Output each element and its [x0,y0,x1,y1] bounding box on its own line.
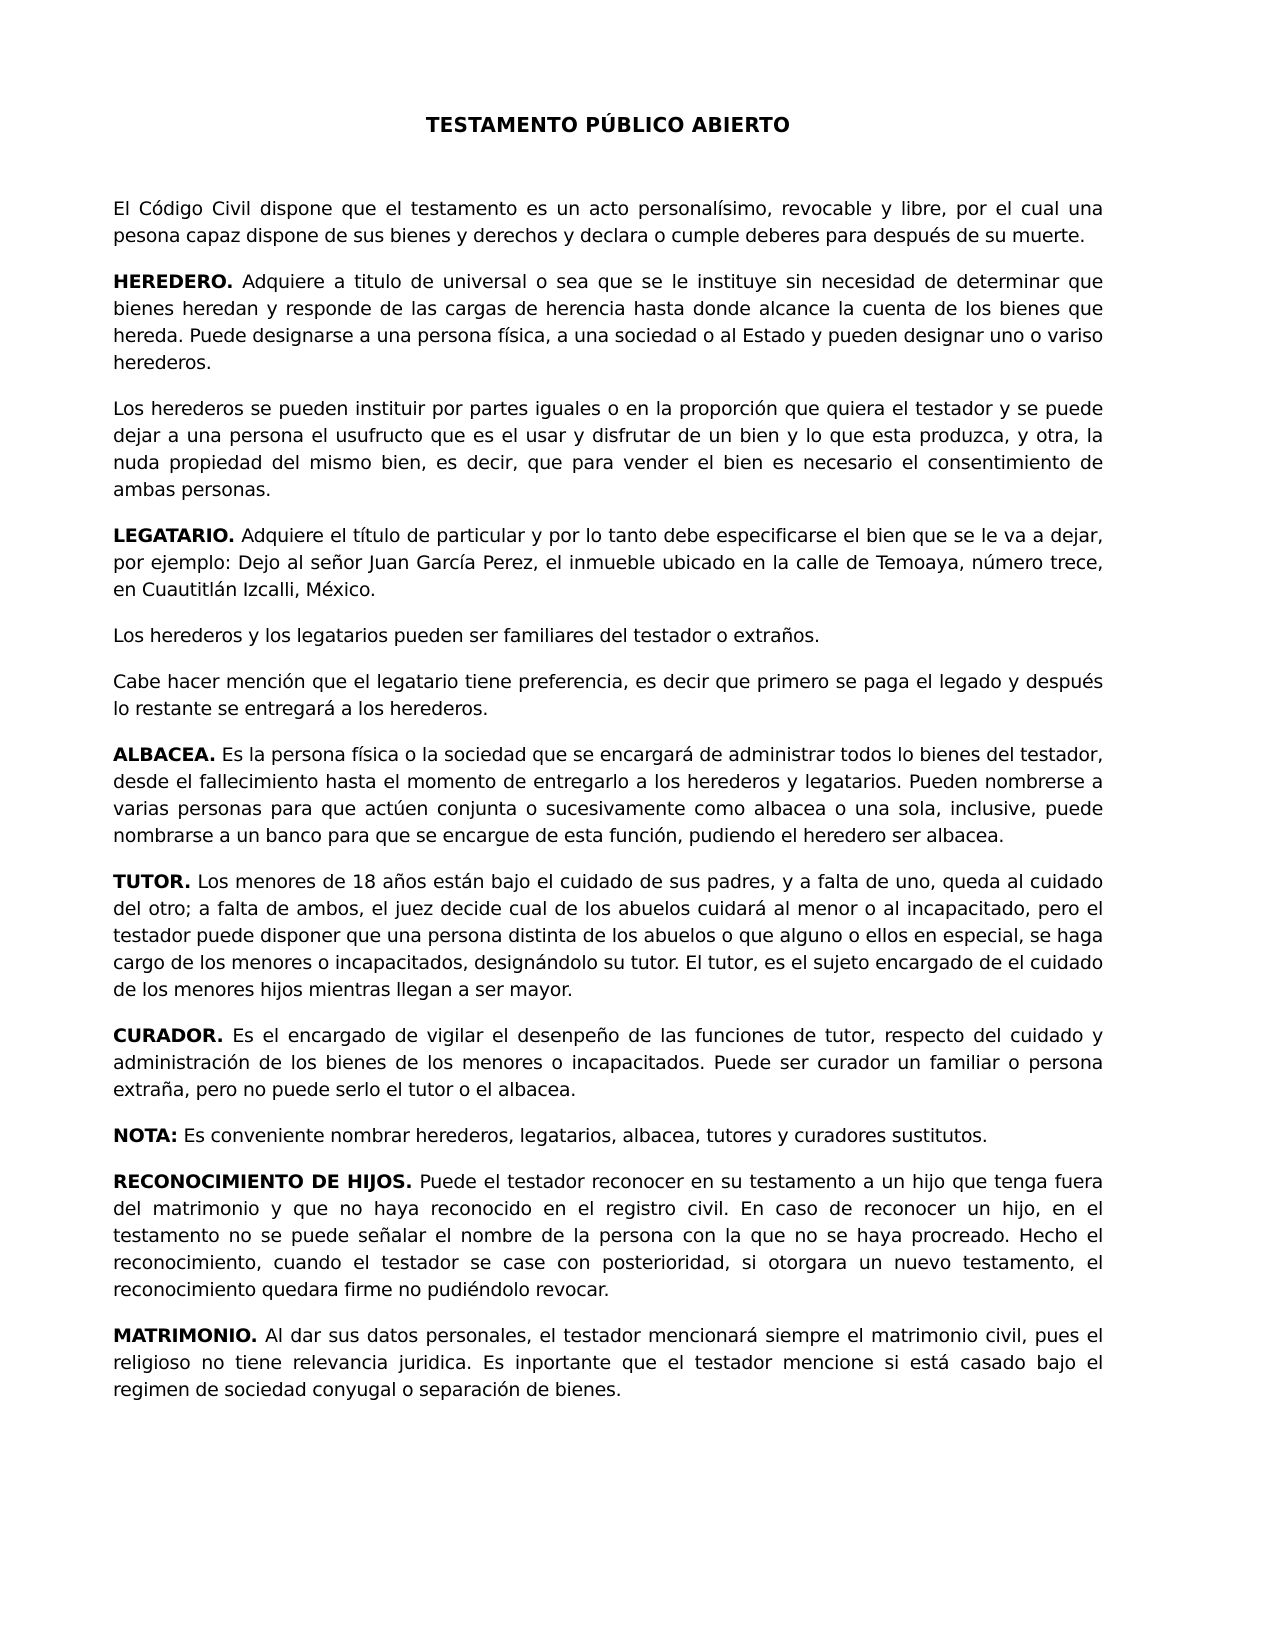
paragraph-preferencia-text: Cabe hacer mención que el legatario tiene preferencia, es decir que primero se paga el legado y después lo restante se entregará a los herederos. [113,671,1103,720]
paragraph-reconocimiento-lead: RECONOCIMIENTO DE HIJOS. [113,1171,413,1193]
paragraph-heredero [113,269,1103,377]
paragraph-familiares-text: Los herederos y los legatarios pueden ser familiares del testador o extraños. [113,625,820,647]
paragraph-curador [113,1023,1103,1104]
paragraph-matrimonio-text: Al dar sus datos personales, el testador mencionará siempre el matrimonio civil, pues el religioso no tiene relevancia juridica. Es inportante que el testador mencione si está casado bajo el regimen de sociedad conyugal o separación de bienes. [113,1325,1103,1401]
paragraph-intro-text: El Código Civil dispone que el testamento es un acto personalísimo, revocable y libre, por el cual una pesona capaz dispone de sus bienes y derechos y declara o cumple deberes para después de su muerte. [113,198,1103,247]
paragraph-herederos-instituir-text: Los herederos se pueden instituir por partes iguales o en la proporción que quiera el testador y se puede dejar a una persona el usufructo que es el usar y disfrutar de un bien y lo que esta produzca, y otra, la nuda propiedad del mismo bien, es decir, que para vender el bien es necesario el consentimiento de ambas personas. [113,398,1103,501]
paragraph-nota-text: Es conveniente nombrar herederos, legatarios, albacea, tutores y curadores sustitutos. [183,1125,988,1147]
document-title: TESTAMENTO PÚBLICO ABIERTO [425,113,791,137]
paragraph-albacea-text: Es la persona física o la sociedad que se encargará de administrar todos lo bienes del testador, desde el fallecimiento hasta el momento de entregarlo a los herederos y legatarios. Pueden nombrerse a varias personas para que actúen conjunta o sucesivamente como albacea o una sola, inclusive, puede nombrarse a un banco para que se encargue de esta función, pudiendo el heredero ser albacea. [113,744,1103,847]
paragraph-albacea-lead: ALBACEA. [113,744,216,766]
paragraph-legatario-text: Adquiere el título de particular y por lo tanto debe especificarse el bien que se le va a dejar, por ejemplo: Dejo al señor Juan García Perez, el inmueble ubicado en la calle de Temoaya, número trece, en Cuautitlán Izcalli, México. [113,525,1103,601]
paragraph-matrimonio-lead: MATRIMONIO. [113,1325,258,1347]
paragraph-nota [113,1123,1103,1150]
paragraph-tutor-lead: TUTOR. [113,871,191,893]
paragraph-reconocimiento [113,1169,1103,1304]
paragraph-heredero-text: Adquiere a titulo de universal o sea que se le instituye sin necesidad de determinar que bienes heredan y responde de las cargas de herencia hasta donde alcance la cuenta de los bienes que hereda. Puede designarse a una persona física, a una sociedad o al Estado y pueden designar uno o variso herederos. [113,271,1103,374]
paragraph-preferencia [113,669,1103,723]
paragraph-tutor-text: Los menores de 18 años están bajo el cuidado de sus padres, y a falta de uno, queda al cuidado del otro; a falta de ambos, el juez decide cual de los abuelos cuidará al menor o al incapacitado, pero el testador puede disponer que una persona distinta de los abuelos o que alguno o ellos en especial, se haga cargo de los menores o incapacitados, designándolo su tutor. El tutor, es el sujeto encargado de el cuidado de los menores hijos mientras llegan a ser mayor. [113,871,1103,1001]
paragraph-reconocimiento-text: Puede el testador reconocer en su testamento a un hijo que tenga fuera del matrimonio y que no haya reconocido en el registro civil. En caso de reconocer un hijo, en el testamento no se puede señalar el nombre de la persona con la que no se haya procreado. Hecho el reconocimiento, cuando el testador se case con posterioridad, si otorgara un nuevo testamento, el reconocimiento quedara firme no pudiéndolo revocar. [113,1171,1103,1301]
paragraph-tutor [113,869,1103,1004]
paragraph-curador-text: Es el encargado de vigilar el desenpeño de las funciones de tutor, respecto del cuidado y administración de los bienes de los menores o incapacitados. Puede ser curador un familiar o persona extraña, pero no puede serlo el tutor o el albacea. [113,1025,1103,1101]
paragraph-legatario-lead: LEGATARIO. [113,525,235,547]
paragraph-nota-lead: NOTA: [113,1125,178,1147]
paragraph-legatario [113,523,1103,604]
paragraph-familiares [113,623,1103,650]
document-content [113,112,1103,1423]
paragraph-heredero-lead: HEREDERO. [113,271,234,293]
paragraph-herederos-instituir [113,396,1103,504]
paragraph-intro [113,196,1103,250]
paragraph-matrimonio [113,1323,1103,1404]
paragraph-albacea [113,742,1103,850]
paragraph-curador-lead: CURADOR. [113,1025,224,1047]
